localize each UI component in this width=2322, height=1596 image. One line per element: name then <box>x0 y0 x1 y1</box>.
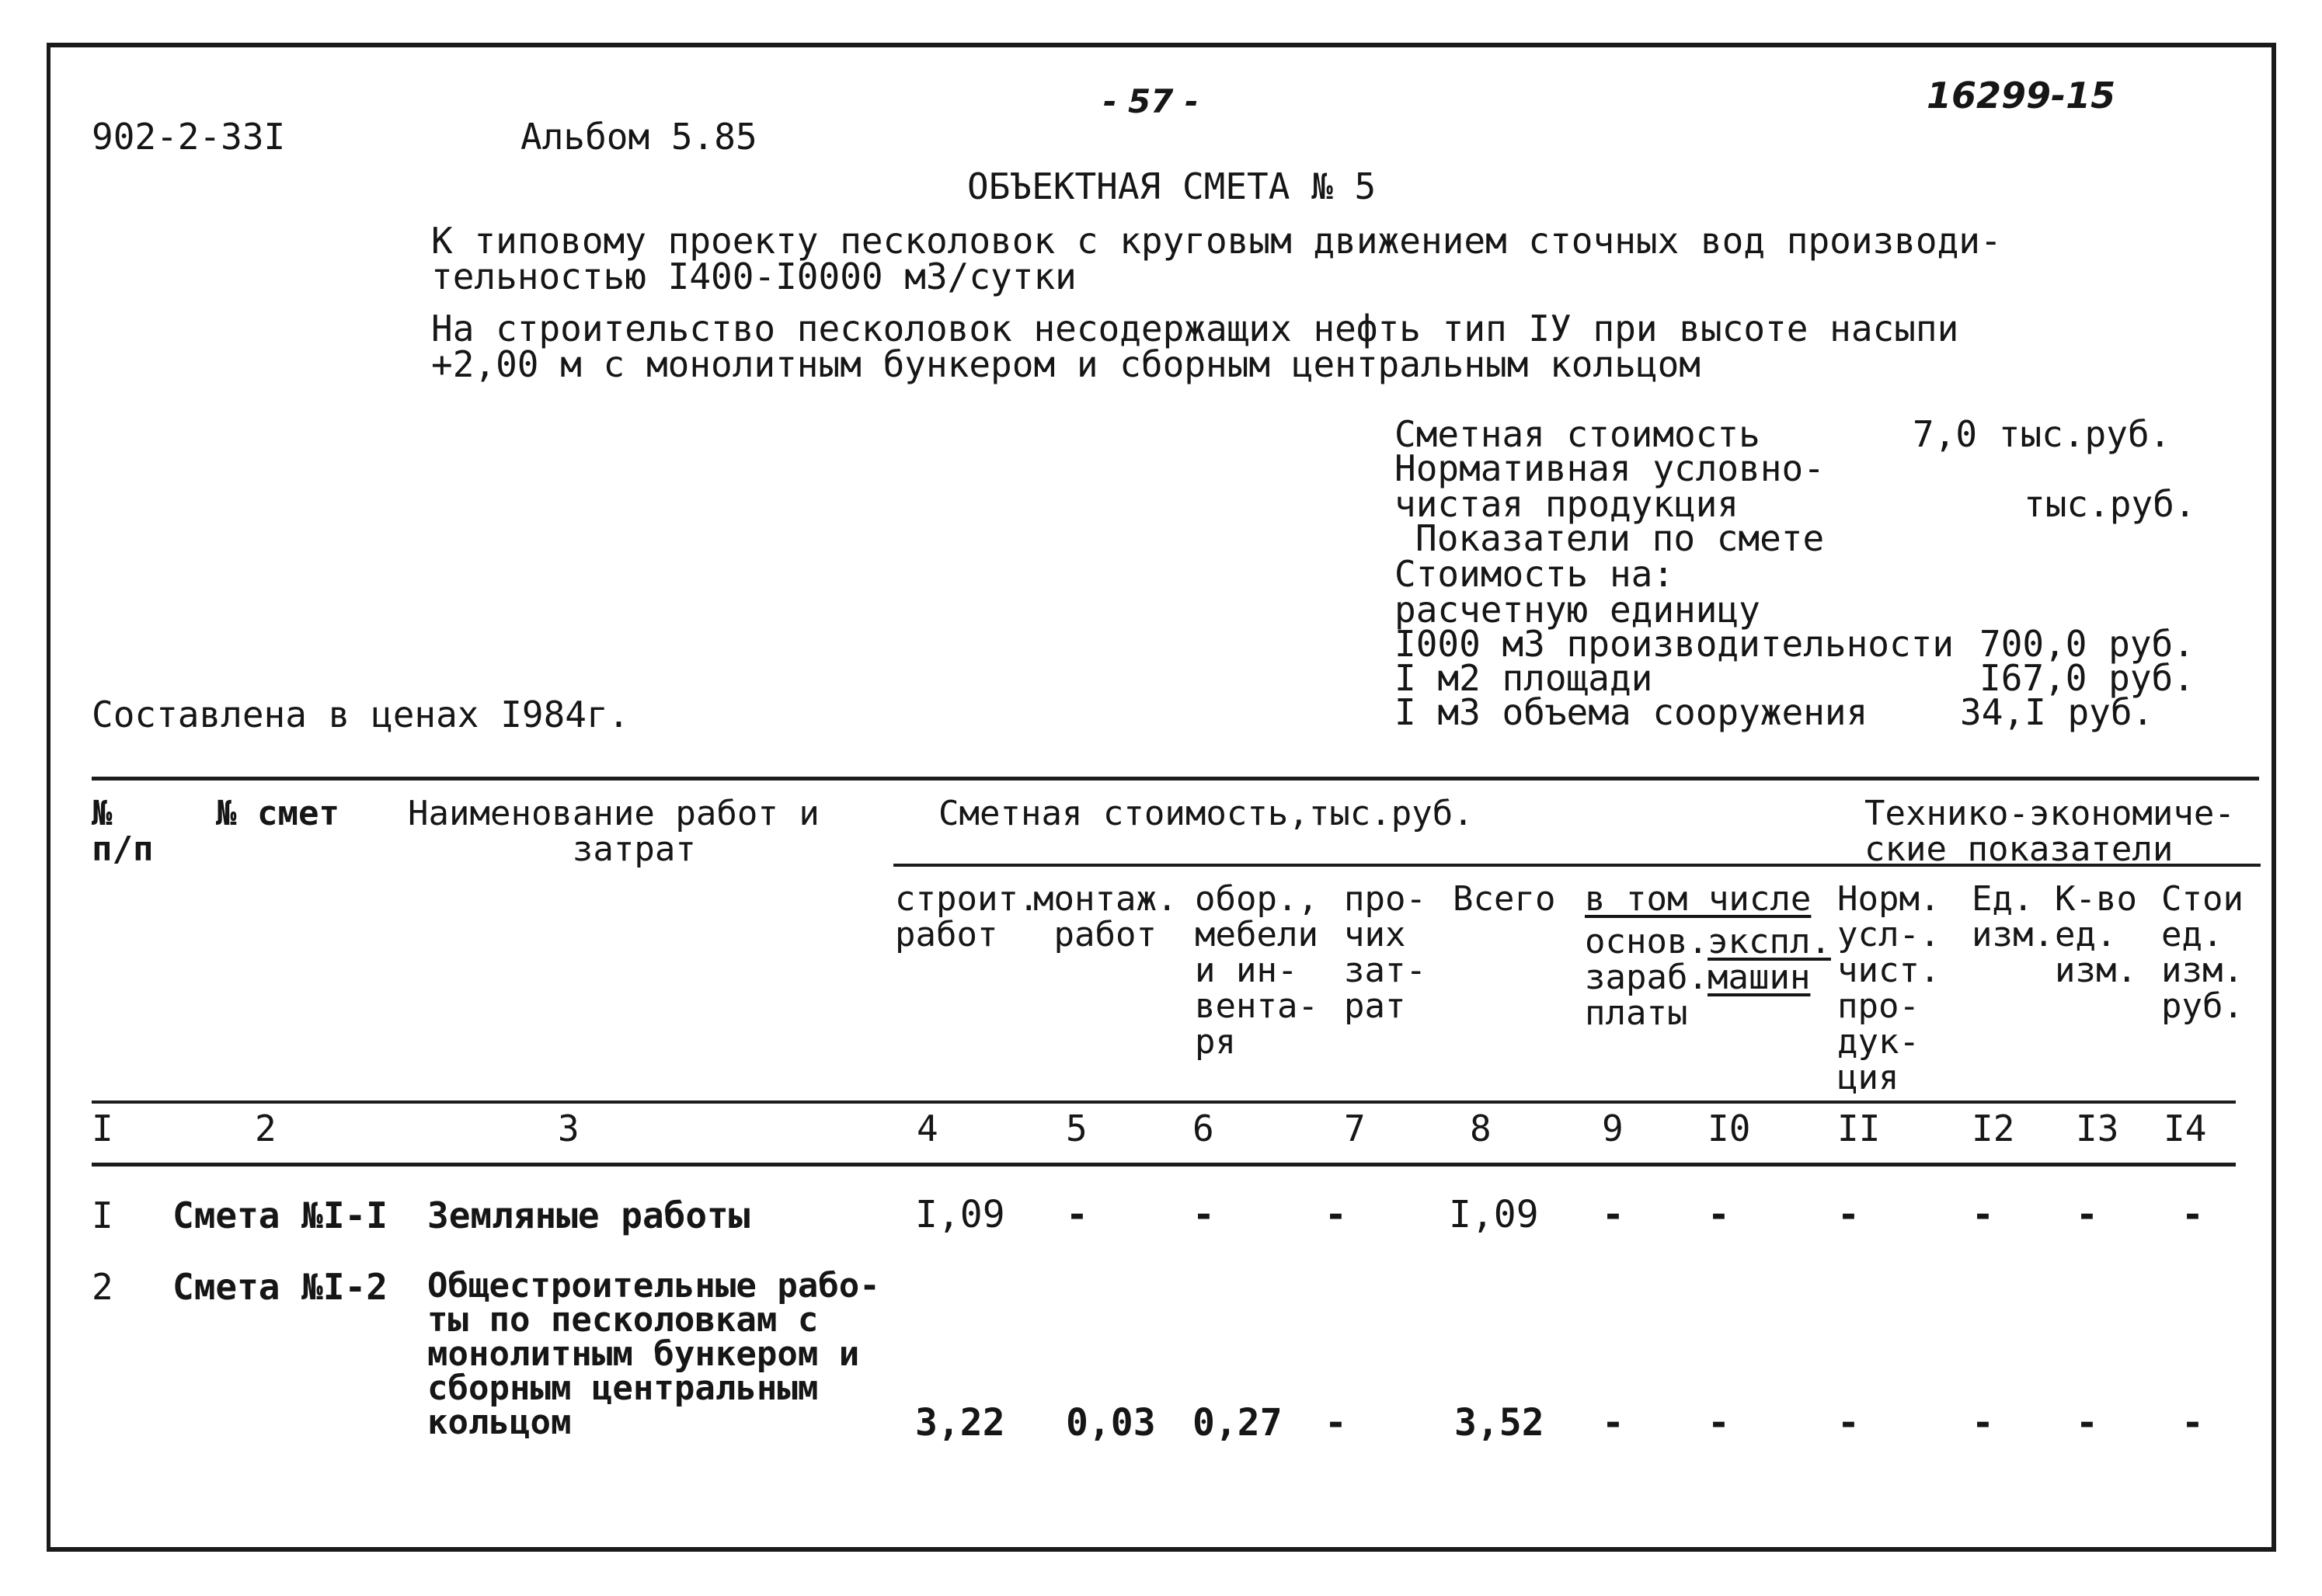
norm-value: тыс.руб. <box>2024 483 2196 525</box>
column-number-rule <box>92 1163 2236 1167</box>
header-including: в том числе <box>1585 879 1812 919</box>
row-norm-product: - <box>1837 1193 1860 1236</box>
description-line-4: +2,00 м с монолитным бункером и сборным центральным кольцом <box>431 343 1701 385</box>
header-installation: монтаж. работ <box>1033 879 1178 954</box>
header-norm-product: Норм. усл-. чист. про- дук- ция <box>1837 879 1941 1097</box>
col-num-14: I4 <box>2164 1107 2207 1149</box>
description-line-3: На строительство песколовок несодержащих нефть тип IУ при высоте насыпи <box>431 308 1959 349</box>
col-num-10: I0 <box>1708 1107 1751 1149</box>
row-base-salary: - <box>1602 1401 1624 1445</box>
row-num: 2 <box>92 1266 113 1308</box>
description-line-1: К типовому проекту песколовок с круговым движением сточных вод производи- <box>431 220 2002 262</box>
row-unit-cost: - <box>2181 1401 2204 1445</box>
header-estimate-num: № смет <box>216 794 339 833</box>
row-base-salary: - <box>1602 1193 1624 1236</box>
row-estimate: Смета №I-I <box>172 1194 388 1236</box>
row-total: I,09 <box>1449 1193 1539 1236</box>
volume-value: 34,I руб. <box>1960 691 2154 733</box>
row-machines: - <box>1708 1193 1730 1236</box>
row-installation: 0,03 <box>1066 1401 1156 1445</box>
col-num-9: 9 <box>1602 1107 1624 1149</box>
col-num-12: I2 <box>1972 1107 2015 1149</box>
row-construction: 3,22 <box>915 1401 1005 1445</box>
cost-label: Сметная стоимость <box>1394 413 1760 455</box>
norm-label-1: Нормативная условно- <box>1394 447 1825 489</box>
header-total: Всего <box>1453 879 1556 919</box>
header-name: Наименование работ и затрат <box>408 794 820 869</box>
row-estimate: Смета №I-2 <box>172 1266 388 1308</box>
header-num: № п/п <box>92 794 154 869</box>
header-construction: строит. работ <box>895 879 1039 954</box>
unit-label: расчетную единицу <box>1394 589 1760 631</box>
header-base-salary: основ. зараб. платы <box>1585 922 1708 1033</box>
row-equipment: 0,27 <box>1192 1401 1283 1445</box>
header-unit: Ед. изм. <box>1972 879 2054 954</box>
page-number: - 57 - <box>1103 82 1199 120</box>
header-unit-cost: Стои ед. изм. руб. <box>2161 879 2244 1026</box>
header-tech-group: Технико-экономиче- ские показатели <box>1864 794 2235 869</box>
col-num-5: 5 <box>1066 1107 1088 1149</box>
volume-label: I м3 объема сооружения <box>1394 691 1868 733</box>
col-num-2: 2 <box>255 1107 277 1149</box>
row-norm-product: - <box>1837 1401 1860 1445</box>
col-num-8: 8 <box>1470 1107 1492 1149</box>
row-unit-cost: - <box>2181 1193 2204 1236</box>
row-quantity: - <box>2076 1193 2098 1236</box>
row-construction: I,09 <box>915 1193 1005 1236</box>
row-quantity: - <box>2076 1401 2098 1445</box>
page-title: ОБЪЕКТНАЯ СМЕТА № 5 <box>967 165 1377 207</box>
area-value: I67,0 руб. <box>1979 657 2195 699</box>
album-label: Альбом 5.85 <box>520 116 757 158</box>
indicators-label: Показатели по смете <box>1415 517 1825 559</box>
description-line-2: тельностью I400-I0000 м3/сутки <box>431 256 1077 297</box>
row-total: 3,52 <box>1454 1401 1544 1445</box>
header-quantity: К-во ед. изм. <box>2055 879 2137 990</box>
row-other: - <box>1325 1193 1347 1236</box>
cost-for-label: Стоимость на: <box>1394 553 1675 595</box>
area-label: I м2 площади <box>1394 657 1653 699</box>
col-num-6: 6 <box>1192 1107 1214 1149</box>
col-num-13: I3 <box>2076 1107 2119 1149</box>
productivity-label: I000 м3 производительности <box>1394 623 1955 665</box>
norm-label-2: чистая продукция <box>1394 483 1739 525</box>
prices-note: Составлена в ценах I984г. <box>92 694 630 735</box>
row-machines: - <box>1708 1401 1730 1445</box>
row-equipment: - <box>1192 1193 1215 1236</box>
row-other: - <box>1325 1401 1347 1445</box>
row-unit: - <box>1972 1193 1994 1236</box>
col-num-7: 7 <box>1344 1107 1366 1149</box>
col-num-4: 4 <box>917 1107 938 1149</box>
productivity-value: 700,0 руб. <box>1979 623 2195 665</box>
header-bottom-rule <box>92 1101 2236 1104</box>
cost-value: 7,0 тыс.руб. <box>1913 413 2171 455</box>
row-unit: - <box>1972 1401 1994 1445</box>
header-cost-group: Сметная стоимость,тыс.руб. <box>938 794 1474 833</box>
row-name: Земляные работы <box>427 1194 750 1236</box>
col-num-3: 3 <box>558 1107 580 1149</box>
header-machines: экспл. машин <box>1708 922 1831 997</box>
header-other: про- чих зат- рат <box>1344 879 1426 1026</box>
col-num-1: I <box>92 1107 113 1149</box>
col-num-11: II <box>1837 1107 1881 1149</box>
row-num: I <box>92 1194 113 1236</box>
project-code: 902-2-33I <box>92 116 286 158</box>
table-top-rule <box>92 777 2259 781</box>
row-name: Общестроительные рабо- ты по песколовкам с монолитным бункером и сборным центральным кольцом <box>427 1266 880 1442</box>
document-number: 16299-15 <box>1927 75 2116 116</box>
header-equipment: обор., мебели и ин- вента- ря <box>1195 879 1318 1062</box>
row-installation: - <box>1066 1193 1088 1236</box>
